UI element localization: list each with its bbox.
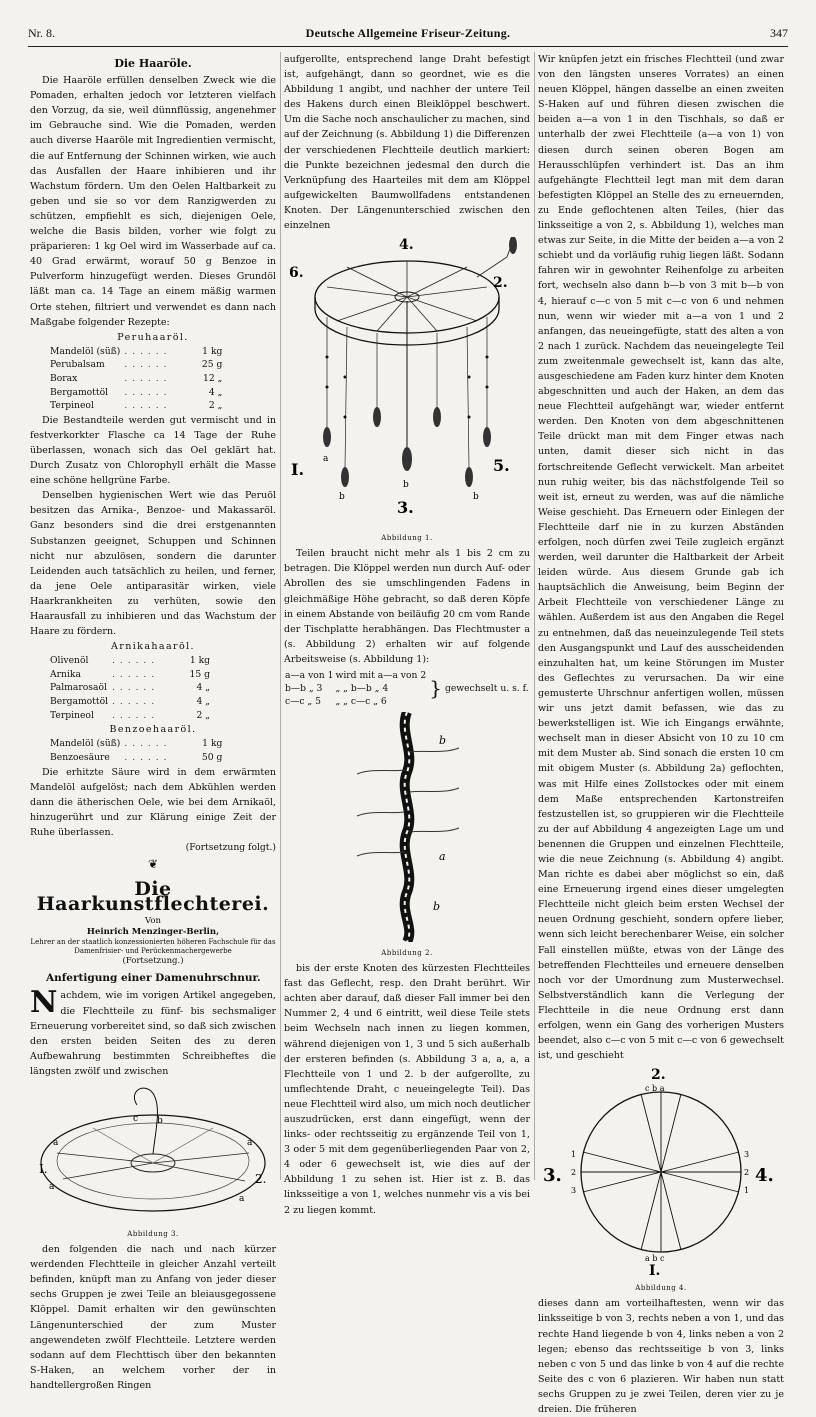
- paragraph: achdem, wie im vorigen Artikel angegeben, die Flechtteile zu fünf- bis sechsmaliger Erneuerung vorbereitet sind, so daß sich zwischen den ersten beiden Seiten des zu deren Aufbewahrung bestimmten Schreibheftes die längsten zwölf und zwischen: [30, 990, 276, 1077]
- paragraph: aufgerollte, entsprechend lange Draht befestigt ist, aufgehängt, dann so geordnet, wie es die Abbildung 1 angibt, und nachher der untere Teil des Hakens durch einen Bleiklöppel beschwert. Um die Sache noch anschaulicher zu machen, sind auf der Zeichnung (s. Abbildung 1) die Differenzen der verschiedenen Flechtteile deutlich markiert: die Punkte bezeichnen jedesmal den durch die Verknüpfung des Haarteiles mit dem am Klöppel aufgewickelten Baumwollfadens entstandenen Knoten. Der Längenunterschied zwischen den einzelnen: [284, 54, 530, 232]
- svg-text:c: c: [133, 1114, 139, 1124]
- ingredient-qty: 1 kg: [189, 655, 211, 667]
- header-rule: [28, 46, 788, 47]
- braid-from: c—c „ 5: [285, 695, 321, 707]
- figure-3-ring-diagram: [33, 1083, 273, 1223]
- page-header: [28, 26, 788, 42]
- recipe-row: Mandelöl (süß) . . . . . . 1 kg: [50, 345, 223, 357]
- svg-text:a b c: a b c: [645, 1254, 665, 1264]
- recipe-title: Arnikahaaröl.: [111, 641, 195, 653]
- paragraph: den folgenden die nach und nach kürzer werdenden Flechtteile in gleicher Anzahl verteilt befinden, knüpft man zu Anfang von jeder dieser sechs Gruppen je zwei Teile an bleiausgegossene Klöppel. Damit erhalten wir den gewünschten Längenunterschied der zum Muster angewendeten zwölf Flechtteile. Letztere werden sodann auf dem Flechttisch über den bekannten S-Haken, an welchem vorher der in handtellergroßen Ringen: [30, 1244, 276, 1391]
- paragraph: Die Haaröle erfüllen denselben Zweck wie die Pomaden, erhalten jedoch vor letzteren vielfach den Vorzug, da sie, weil dünnflüssig, angenehmer im Gebrauche sind. Wie die Pomaden, werden auch diverse Haaröle mit Ingredientien vermischt, die auf Entfernung der Schinnen wirken, wie auch das Ausfallen der Haare inhibieren und ihr Wachstum fördern. Um den Oelen Haltbarkeit zu geben und sie so vor dem Ranzigwerden zu schützen, empfiehlt es sich, diejenigen Oele, welche die Basis bilden, vorher wie folgt zu präparieren: 1 kg Oel wird im Wasserbade auf ca. 40 Grad erwärmt, worauf 50 g Benzoe in Pulverform hinzugefügt werden. Dieses Grundöl läßt man ca. 14 Tage an einem mäßig warmen Orte stehen, filtriert und verwendet es dann nach Maßgabe folgender Rezepte:: [30, 75, 276, 328]
- fig1-label-1: I.: [291, 460, 305, 480]
- fig1-label-2: 2.: [493, 275, 508, 292]
- figure-1-braiding-table: [287, 237, 527, 527]
- fig1-label-6: 6.: [289, 265, 304, 282]
- braid-from: b—b „ 3: [285, 682, 323, 694]
- paragraph: bis der erste Knoten des kürzesten Flechtteiles fast das Geflecht, resp. den Draht berührt. Wir achten aber darauf, daß dieser Fall immer bei den Nummer 2, 4 und 6 eintritt, weil diese Teile stets beim Wechseln nach innen zu liegen kommen, während diejenigen von 1, 3 und 5 sich außerhalb der ersteren befinden (s. Abbildung 3 a, a, a, a Flechtteile von 1 und 2. b der aufgerollte, zu umflechtende Draht, c neueingelegte Teil). Das neue Flechtteil wird also, um mich noch deutlicher auszudrücken, erst dann eingefügt, wenn der links- oder rechtsseitig zu ergänzende Teil von 1, 3 oder 5 mit dem gegenüberliegenden Paar von 2, 4 oder 6 gewechselt ist, wie dies auf der Abbildung 1 zu sehen ist. Hier ist z. B. das linksseitige a von 1, welches nunmehr vis a vis bei 2 zu liegen kommt.: [284, 963, 530, 1216]
- ingredient-name: Mandelöl (süß): [50, 345, 121, 357]
- column-rule-1: [280, 52, 281, 1180]
- author-role: Lehrer an der staatlich konzessionierten höheren Fachschule für das Damenfrisier- und Perückenmachergewerbe: [30, 938, 276, 956]
- braid-to: „ „ c—c „ 6: [335, 695, 387, 707]
- svg-text:3: 3: [571, 1186, 577, 1196]
- ingredient-qty: 12 „: [203, 372, 223, 384]
- svg-text:c b a: c b a: [645, 1084, 665, 1094]
- svg-text:b: b: [439, 733, 447, 747]
- recipe-row: Arnika . . . . . . 15 g: [50, 668, 211, 680]
- ingredient-name: Palmarosaöl: [50, 682, 107, 694]
- ingredient-name: Arnika: [50, 668, 81, 680]
- recipe-table-benzoe: [48, 737, 224, 764]
- recipe-row: Bergamottöl . . . . . . 4 „: [50, 386, 223, 398]
- continuation-note: (Fortsetzung folgt.): [185, 841, 276, 853]
- fig4-label-right: 4.: [755, 1165, 774, 1187]
- svg-text:a: a: [247, 1138, 253, 1148]
- ingredient-name: Terpineol: [50, 400, 94, 412]
- svg-text:a: a: [53, 1138, 59, 1148]
- recipe-row: Olivenöl . . . . . . 1 kg: [50, 655, 211, 667]
- figure-4-circle-diagram: [541, 1067, 781, 1277]
- svg-text:2.: 2.: [255, 1172, 267, 1186]
- svg-text:b: b: [433, 899, 441, 913]
- svg-text:a: a: [439, 849, 446, 863]
- ingredient-qty: 4 „: [196, 682, 211, 694]
- section-heading-haaroele: Die Haaröle.: [114, 57, 192, 70]
- recipe-row: Bergamottöl . . . . . . 4 „: [50, 696, 211, 708]
- paragraph-with-dropcap: [30, 985, 276, 1079]
- ingredient-name: Bergamottöl: [50, 696, 109, 708]
- author-name: Heinrich Menzinger-Berlin,: [86, 927, 220, 938]
- svg-text:b: b: [157, 1116, 163, 1126]
- figure-caption: Abbildung 2.: [381, 948, 433, 957]
- ingredient-qty: 2 „: [196, 709, 211, 721]
- braid-note: gewechselt u. s. f.: [444, 682, 529, 694]
- ingredient-qty: 1 kg: [202, 345, 223, 357]
- braid-from: a—a von 1: [285, 669, 334, 681]
- paragraph: Teilen braucht nicht mehr als 1 bis 2 cm zu betragen. Die Klöppel werden nun durch Auf- oder Abrollen des sie umschlingenden Fadens in gleichmäßige Höhe gebracht, so daß deren Köpfe in einem Abstande von beiläufig 20 cm vom Rande der Tischplatte herabhängen. Das Flechtmuster a (s. Abbildung 2) erhalten wir auf folgende Arbeitsweise (s. Abbildung 1):: [284, 548, 530, 665]
- ingredient-qty: 4 „: [208, 386, 223, 398]
- recipe-row: Terpineol . . . . . . 2 „: [50, 400, 223, 412]
- ingredient-qty: 15 g: [189, 668, 211, 680]
- ingredient-name: Bergamottöl: [50, 386, 109, 398]
- ingredient-name: Olivenöl: [50, 655, 89, 667]
- figure-caption: Abbildung 3.: [127, 1230, 179, 1238]
- recipe-title: Benzoehaaröl.: [109, 724, 197, 736]
- svg-text:a: a: [323, 454, 329, 465]
- recipe-table-peru: [48, 345, 224, 413]
- figure-caption: Abbildung 1.: [381, 534, 433, 543]
- braid-row: a—a von 1 wird mit a—a von 2 } gewechselt u. s. f.: [284, 669, 530, 682]
- figure-2-braid: [347, 712, 467, 942]
- ingredient-name: Terpineol: [50, 709, 94, 721]
- fig4-label-left: 3.: [543, 1165, 562, 1187]
- paragraph: dieses dann am vorteilhaftesten, wenn wir das linksseitige b von 3, rechts neben a von 1, und das rechte Hand liegende b von 4, links neben a von 2 legen; ebenso das rechtsseitige b von 3, links neben c von 5 und das linke b von 4 auf die rechte Seite des c von 6 plazieren. Wir haben nun statt sechs Gruppen zu je zwei Teilen, deren vier zu je dreien. Die früheren: [538, 1298, 784, 1416]
- column-1: [30, 52, 276, 1393]
- recipe-row: Palmarosaöl . . . . . . 4 „: [50, 682, 211, 694]
- figure-caption: Abbildung 4.: [635, 1284, 687, 1293]
- fig4-label-bottom: I.: [649, 1263, 661, 1278]
- ingredient-qty: 2 „: [208, 400, 223, 412]
- fig1-label-top: 4.: [399, 237, 414, 254]
- recipe-title: Peruhaaröl.: [117, 331, 189, 343]
- svg-text:1: 1: [571, 1150, 577, 1160]
- braid-to: „ „ b—b „ 4: [335, 682, 389, 694]
- braid-pattern-table: [284, 669, 530, 708]
- ingredient-qty: 50 g: [201, 751, 223, 763]
- issue-number: Nr. 8.: [28, 26, 55, 40]
- svg-text:2: 2: [744, 1168, 750, 1178]
- paragraph: Die Bestandteile werden gut vermischt und in festverkorkter Flasche ca 14 Tage der Ruhe überlassen, wonach sich das Oel geklärt hat. Durch Zusatz von Chlorophyll erhält die Masse eine schöne hellgrüne Farbe.: [30, 414, 276, 487]
- svg-text:a: a: [49, 1182, 55, 1192]
- column-rule-2: [534, 52, 535, 1180]
- ingredient-qty: 1 kg: [202, 738, 223, 750]
- newspaper-title: Deutsche Allgemeine Friseur-Zeitung.: [305, 26, 511, 40]
- fig1-label-5: 5.: [493, 456, 510, 476]
- svg-text:b: b: [403, 480, 409, 491]
- ingredient-name: Perubalsam: [50, 359, 105, 371]
- recipe-row: Benzoesäure . . . . . . 50 g: [50, 751, 223, 763]
- svg-text:2: 2: [571, 1168, 577, 1178]
- byline-von: Von: [145, 916, 161, 927]
- svg-text:1: 1: [744, 1186, 750, 1196]
- ingredient-name: Benzoesäure: [50, 751, 110, 763]
- recipe-row: Mandelöl (süß) . . . . . . 1 kg: [50, 738, 223, 750]
- svg-text:I.: I.: [39, 1162, 48, 1176]
- recipe-table-arnika: [48, 654, 212, 722]
- drop-capital: N: [30, 985, 58, 1021]
- recipe-row: Terpineol . . . . . . 2 „: [50, 709, 211, 721]
- recipe-row: Perubalsam . . . . . . 25 g: [50, 359, 223, 371]
- svg-text:b: b: [339, 492, 345, 503]
- ornament-icon: ❦: [147, 857, 159, 872]
- ingredient-name: Borax: [50, 372, 78, 384]
- page-number: 347: [770, 26, 788, 40]
- column-2: [284, 52, 530, 1218]
- ingredient-name: Mandelöl (süß): [50, 738, 121, 750]
- paragraph: Denselben hygienischen Wert wie das Peruöl besitzen das Arnika-, Benzoe- und Makassaröl. Ganz besonders sind die drei erstgenannten Substanzen geeignet, Schuppen und Schinnen nicht nur abzulösen, sondern die darunter Leidenden auch tatsächlich zu heilen, und ferner, da jene Oele antiparasitär wirken, viele Haarkrankheiten zu verhüten, sowie den Haarausfall zu inhibieren und das Wachstum der Haare zu fördern.: [30, 490, 276, 638]
- svg-text:a: a: [239, 1194, 245, 1204]
- ingredient-qty: 25 g: [201, 359, 223, 371]
- column-3: [538, 52, 784, 1417]
- paragraph: Wir knüpfen jetzt ein frisches Flechtteil (und zwar von den längsten unseres Vorrates) an einen neuen Klöppel, hängen dasselbe an einen zweiten S-Haken auf und führen diesen zwischen die beiden a—a von 1 in den Tischhals, so daß er unterhalb der zwei Flechtteile (a—a von 1) von diesen durch seinen oberen Bogen am Herausschlüpfen verhindert ist. Das an ihm aufgehängte Flechtteil legt man mit dem daran befestigten Klöppel an Stelle des zu erneuernden, zu Ende geflochtenen alten Teiles, (hier das linksseitige a von 2, s. Abbildung 1), welches man etwas zur Seite, in die Mitte der beiden a—a von 2 schiebt und da vorläufig ruhig liegen läßt. Sodann fahren wir in gewohnter Reihenfolge zu arbeiten fort, wechseln also dann b—b von 3 mit b—b von 4, hierauf c—c von 5 mit c—c von 6 und nehmen nun, wenn wir wieder mit a—a von 1 und 2 anfangen, das neueingefügte, statt des alten a von 2 nach 1 zurück. Nachdem das neueingelegte Teil zum zweitenmale gewechselt ist, kann das alte, ausgeschiedene am Faden kurz hinter dem Knoten abgeschnitten und auch der Haken, an dem das neue Flechtteil aufgehängt war, wieder entfernt werden. Den Knoten von dem abgeschnittenen Teile drückt man mit dem Finger etwas nach unten, damit dieser sich nicht in das fortschreitende Geflecht verwickelt. Man arbeitet nun ruhig weiter, bis das nächstfolgende Teil so weit ist, erneut zu werden, was auf die nämliche Weise geschieht. Das Erneuern oder Einlegen der Flechtteile darf nie in zu kurzen Abständen erfolgen, noch dürfen zwei Teile zugleich ergänzt werden, weil darunter die Haltbarkeit der Arbeit leiden würde. Aus diesem Grunde gab ich hauptsächlich die Anweisung, beim Beginn der Arbeit Flechtteile von verschiedener Länge zu wählen. Außerdem ist aus den Angaben die Regel zu entnehmen, daß das neueinzulegende Teil stets den Ausgangspunkt und Lauf des ausscheidenden einzuhalten hat, um keine Störungen im Muster des Geflechtes zu verursachen. Da wir eine gemusterte Uhrschnur anfertigen wollen, müssen wir uns jetzt damit befassen, wie das zu bewerkstelligen ist. Wie ich Eingangs erwähnte, wechselt man in dieser Absicht von 10 zu 10 cm mit dem Muster ab. Sind sonach die ersten 10 cm mit obigem Muster (s. Abbildung 2a) geflochten, was mit Hilfe eines Zollstockes oder mit einem dem Maße entsprechenden Kartonstreifen festzustellen ist, so gruppieren wir die Flechtteile zu der auf Abbildung 4 angezeigten Lage um und benennen die Gruppen und einzelnen Flechtteile, wie die neue Zeichnung (s. Abbildung 4) angibt. Man richte es dabei aber möglichst so ein, daß eine Erneuerung irgend eines dieser umgelegten Flechtteile nicht gleich beim ersten Wechsel der neuen Ordnung geschieht, sondern opfere lieber, wenn sich leicht berechenbarer Weise, ein solcher Fall einstellen müßte, etwas von der Länge des betreffenden Flechtteiles und erneuere denselben noch vor der Umordnung zum Musterwechsel. Selbstverständlich kann die Verlegung der Flechtteile in die neue Ordnung erst dann erfolgen, wenn ein Gang des vorherigen Musters beendet, also c—c von 5 mit c—c von 6 gewechselt ist, und geschieht: [538, 54, 784, 1062]
- svg-text:3: 3: [744, 1150, 750, 1160]
- ingredient-qty: 4 „: [196, 696, 211, 708]
- fig4-label-top: 2.: [651, 1067, 666, 1084]
- paragraph: Die erhitzte Säure wird in dem erwärmten Mandelöl aufgelöst; nach dem Abkühlen werden dann die ätherischen Oele, wie bei dem Arnikaöl, hinzugerührt und zur Klärung einige Zeit der Ruhe überlassen.: [30, 766, 276, 838]
- svg-text:b: b: [473, 492, 479, 503]
- fig1-label-3: 3.: [397, 498, 414, 518]
- continuation-note: (Fortsetzung.): [122, 956, 184, 967]
- recipe-row: Borax . . . . . . 12 „: [50, 372, 223, 384]
- braid-to: wird mit a—a von 2: [335, 669, 427, 681]
- article-title: Die Haarkunstflechterei.: [36, 878, 270, 916]
- subsection-heading: Anfertigung einer Damenuhrschnur.: [46, 972, 261, 985]
